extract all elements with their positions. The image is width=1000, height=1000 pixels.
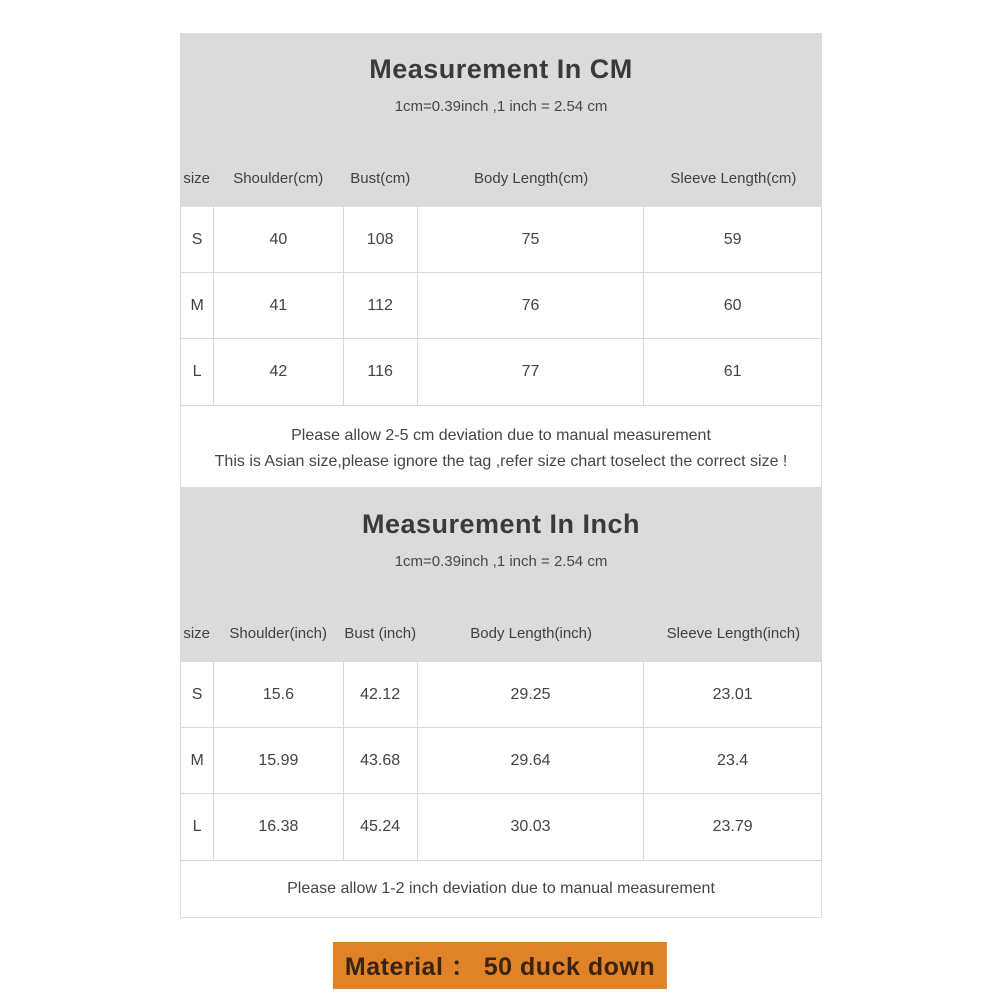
table-cell: 43.68 (344, 728, 418, 793)
table-cell: 42.12 (344, 662, 418, 727)
cm-deviation-note (180, 406, 822, 488)
table-cell: 23.01 (712, 685, 753, 703)
cm-conversion-note: 1cm=0.39inch ,1 inch = 2.54 cm (394, 98, 608, 115)
column-header: Bust (inch) (344, 625, 417, 642)
inch-table-header-row (180, 605, 822, 662)
table-cell: 15.6 (214, 662, 343, 727)
table-cell: 60 (723, 296, 742, 314)
note-line: Please allow 2-5 cm deviation due to manual measurement (291, 427, 711, 444)
table-cell: L (181, 339, 214, 405)
size-chart-panel (180, 33, 822, 918)
table-cell: M (181, 728, 214, 793)
table-cell: 29.25 (418, 662, 645, 727)
table-cell: 112 (344, 273, 418, 338)
table-row (181, 794, 821, 860)
cm-title: Measurement In CM (369, 54, 633, 84)
column-header: size (183, 170, 211, 187)
table-row (181, 207, 821, 273)
inch-section-header (180, 488, 822, 605)
material-label: Material ： 50 duck down (333, 942, 667, 989)
table-row (181, 273, 821, 339)
table-row (181, 662, 821, 728)
note-line: Please allow 1-2 inch deviation due to manual measurement (287, 880, 715, 897)
table-row (181, 339, 821, 405)
table-cell: 40 (214, 207, 343, 272)
table-cell: 42 (214, 339, 343, 405)
table-cell: 15.99 (214, 728, 343, 793)
note-line: This is Asian size,please ignore the tag ,refer size chart toselect the correct size ! (214, 453, 788, 470)
table-cell: 29.64 (418, 728, 645, 793)
column-header: Shoulder(inch) (229, 625, 327, 642)
table-cell: 23.4 (717, 751, 749, 769)
cm-section-header (180, 33, 822, 150)
table-cell: 41 (214, 273, 343, 338)
table-cell: 108 (344, 207, 418, 272)
table-cell: 45.24 (344, 794, 418, 860)
column-header: Sleeve Length(inch) (666, 625, 801, 642)
column-header: Body Length(inch) (470, 625, 593, 642)
column-header: size (183, 625, 211, 642)
table-cell: L (181, 794, 214, 860)
inch-conversion-note: 1cm=0.39inch ,1 inch = 2.54 cm (394, 553, 608, 570)
table-row (181, 728, 821, 794)
column-header: Shoulder(cm) (233, 170, 324, 187)
inch-table-body (180, 662, 822, 861)
table-cell: 75 (418, 207, 645, 272)
table-cell: 30.03 (418, 794, 645, 860)
table-cell: 77 (418, 339, 645, 405)
column-header: Body Length(cm) (474, 170, 589, 187)
table-cell: 16.38 (214, 794, 343, 860)
table-cell: S (181, 207, 214, 272)
table-cell: 76 (418, 273, 645, 338)
table-cell: 59 (723, 230, 742, 248)
table-cell: M (181, 273, 214, 338)
cm-table-body (180, 207, 822, 406)
table-cell: 116 (344, 339, 418, 405)
column-header: Sleeve Length(cm) (670, 170, 797, 187)
table-cell: S (181, 662, 214, 727)
inch-title: Measurement In Inch (361, 509, 641, 539)
table-cell: 61 (723, 363, 742, 380)
cm-table-header-row (180, 150, 822, 207)
table-cell: 23.79 (712, 818, 753, 835)
column-header: Bust(cm) (350, 170, 411, 187)
inch-deviation-note (180, 861, 822, 918)
